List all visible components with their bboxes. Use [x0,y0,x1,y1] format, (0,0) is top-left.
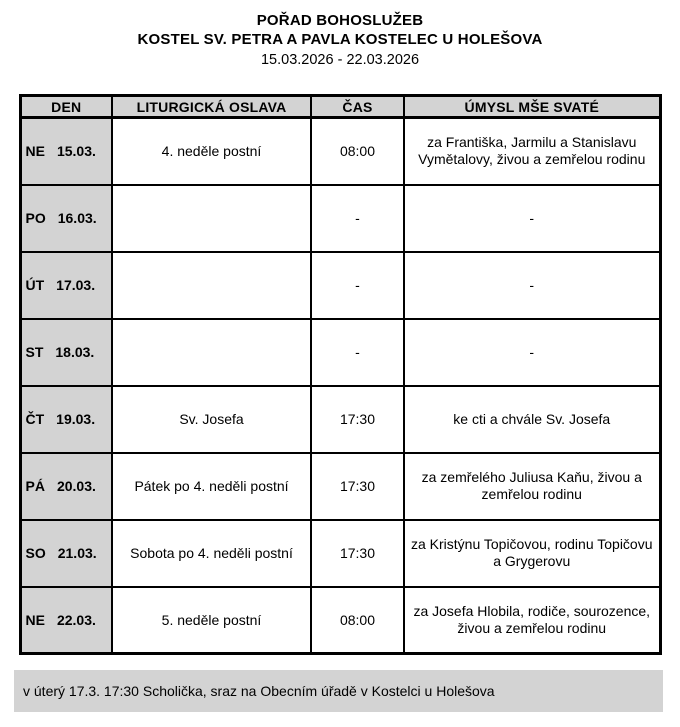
day-abbr: SO [25,545,46,561]
day-date: 16.03. [57,210,97,226]
col-header-liturgicka-oslava: LITURGICKÁ OSLAVA [112,96,311,118]
day-date: 20.03. [56,478,96,494]
table-row [20,386,660,453]
day-label [26,478,108,494]
page-title: POŘAD BOHOSLUŽEB [256,12,424,29]
day-label [26,210,108,226]
schedule-table-head [20,96,660,118]
time-cell: 17:30 [311,386,404,453]
day-cell [20,453,112,520]
day-abbr: PÁ [25,478,45,494]
date-range: 15.03.2026 - 22.03.2026 [260,52,420,68]
col-header-umysl-mse-svate: ÚMYSL MŠE SVATÉ [404,96,660,118]
day-cell [20,118,112,185]
celebration-cell: 5. neděle postní [112,587,311,654]
day-cell [20,185,112,252]
intention-cell: - [404,185,660,252]
day-label [26,411,108,427]
day-date: 18.03. [55,344,95,360]
day-abbr: NE [25,143,45,160]
celebration-cell [112,252,311,319]
day-cell [20,319,112,386]
intention-cell: za Františka, Jarmilu a Stanislavu Vymětalovy, živou a zemřelou rodinu [404,118,660,185]
celebration-cell: 4. neděle postní [112,118,311,185]
day-date: 15.03. [56,143,96,160]
celebration-cell [112,185,311,252]
day-label [26,277,108,293]
day-date: 22.03. [56,611,96,628]
celebration-cell: Pátek po 4. neděli postní [112,453,311,520]
intention-cell: ke cti a chvále Sv. Josefa [404,386,660,453]
day-date: 21.03. [57,545,97,561]
day-cell [20,252,112,319]
day-abbr: ČT [25,411,45,427]
church-name: KOSTEL SV. PETRA A PAVLA KOSTELEC U HOLEŠOVA [137,31,543,48]
header-row [20,96,660,118]
time-cell: 17:30 [311,453,404,520]
time-cell: - [311,252,404,319]
day-cell [20,520,112,587]
table-row [20,252,660,319]
intention-cell: za zemřelého Juliusa Kaňu, živou a zemřelou rodinu [404,453,660,520]
intention-cell: za Josefa Hlobila, rodiče, sourozence, živou a zemřelou rodinu [404,587,660,654]
col-header-den: DEN [20,96,112,118]
celebration-cell [112,319,311,386]
time-cell: 08:00 [311,587,404,654]
intention-cell: - [404,319,660,386]
schedule-body [20,118,660,654]
table-row [20,520,660,587]
day-label [26,344,108,360]
col-header-cas: ČAS [311,96,404,118]
table-row [20,453,660,520]
table-row [20,185,660,252]
day-abbr: PO [25,210,46,226]
day-label [26,143,108,159]
table-row [20,587,660,654]
intention-cell: za Kristýnu Topičovou, rodinu Topičovu a Grygerovu [404,520,660,587]
time-cell: - [311,319,404,386]
day-abbr: ST [25,344,44,360]
table-row [20,319,660,386]
day-abbr: ÚT [25,277,45,293]
celebration-cell: Sobota po 4. neděli postní [112,520,311,587]
intention-cell: - [404,252,660,319]
time-cell: - [311,185,404,252]
celebration-cell: Sv. Josefa [112,386,311,453]
table-row [20,118,660,185]
day-date: 17.03. [56,277,96,293]
document-header [0,0,680,69]
day-date: 19.03. [56,411,96,427]
day-label [26,612,108,628]
schedule-table [19,94,662,655]
day-abbr: NE [25,611,45,628]
day-label [26,545,108,561]
day-cell [20,386,112,453]
time-cell: 17:30 [311,520,404,587]
footer-note: v úterý 17.3. 17:30 Scholička, sraz na Obecním úřadě v Kostelci u Holešova [14,670,663,712]
day-cell [20,587,112,654]
time-cell: 08:00 [311,118,404,185]
